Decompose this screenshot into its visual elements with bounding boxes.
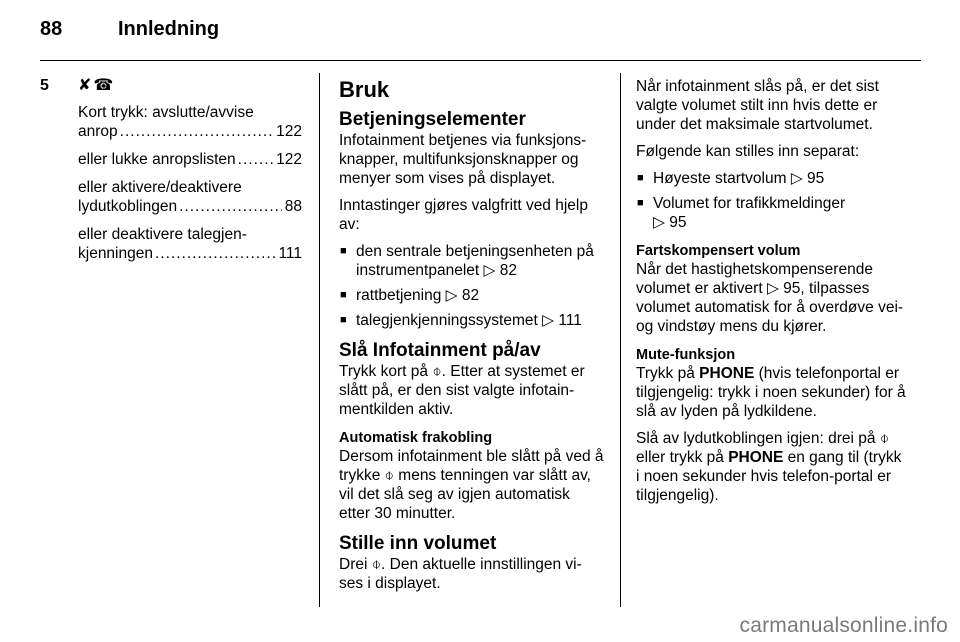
entry-leader — [78, 122, 302, 141]
power-knob-icon: ⌽ — [432, 363, 442, 380]
text: Når det hastighetskompenserende volumet er aktivert — [636, 261, 873, 297]
text: , tilpasses volumet automatisk for å overdøve vei- og vindstøy mens du kjører. — [636, 280, 904, 335]
heading-controls: Betjeningselementer — [339, 109, 526, 130]
watermark: carmanualsonline.info — [739, 614, 948, 637]
entry-text: eller lukke anropslisten — [78, 151, 236, 168]
header-divider — [40, 60, 921, 61]
bullet-list — [339, 242, 605, 330]
chapter-title: Innledning — [118, 18, 220, 40]
list-item — [636, 169, 906, 188]
phone-key-label: PHONE — [699, 365, 755, 382]
paragraph — [636, 429, 906, 505]
list-item — [339, 242, 605, 280]
paragraph — [339, 362, 605, 419]
list-item — [78, 178, 302, 216]
paragraph: Følgende kan stilles inn separat: — [636, 143, 860, 160]
bullet-text: talegjenkjenningssystemet — [356, 312, 538, 329]
bullet-text: Høyeste startvolum — [653, 170, 787, 187]
dot-leader — [238, 150, 273, 169]
power-knob-icon: ⌽ — [371, 556, 382, 573]
paragraph: Inntastinger gjøres valgfritt ved hjelp av: — [339, 197, 588, 233]
section-title: Bruk — [339, 77, 390, 102]
entry-text: eller deaktivere talegjen- — [78, 226, 247, 243]
page-reference: ▷ 82 — [445, 287, 480, 304]
control-item-5 — [40, 76, 302, 263]
bullet-list — [636, 169, 906, 232]
power-knob-icon: ⌽ — [879, 430, 890, 447]
heading-volume: Stille inn volumet — [339, 533, 497, 554]
text: Dersom infotainment ble slått på ved å trykke — [339, 448, 604, 484]
bullet-text: den sentrale betjeningsenheten på instrumentpanelet — [356, 243, 594, 279]
text: . Den aktuelle innstillingen vi-ses i displayet. — [339, 556, 582, 592]
entry-leader — [78, 150, 302, 169]
column-divider — [319, 73, 320, 607]
text: eller trykk på — [636, 449, 724, 466]
subheading-mute: Mute-funksjon — [636, 347, 736, 363]
dot-leader — [155, 244, 275, 263]
item-entries — [78, 76, 302, 263]
column-2 — [339, 77, 605, 601]
page-number: 88 — [40, 18, 63, 40]
subheading-auto-off: Automatisk frakobling — [339, 430, 493, 446]
paragraph — [636, 364, 906, 421]
paragraph — [339, 447, 605, 523]
list-item — [78, 225, 302, 263]
page-reference: ▷ 82 — [483, 262, 517, 279]
dot-leader — [120, 122, 273, 141]
paragraph — [339, 555, 605, 593]
list-item — [339, 311, 605, 330]
entry-text: Kort trykk: avslutte/avvise — [78, 104, 254, 121]
entry-text: eller aktivere/deaktivere — [78, 179, 242, 196]
entry-text: lydutkoblingen — [78, 198, 178, 215]
end-call-icon: ✘☎ — [78, 77, 116, 94]
text: en gang til (trykk i noen sekunder hvis telefon-portal er tilgjengelig). — [636, 449, 902, 504]
text: Trykk på — [636, 365, 695, 382]
item-number: 5 — [40, 77, 49, 94]
text: Drei — [339, 556, 368, 573]
bullet-text: Volumet for trafikkmeldinger — [653, 195, 846, 212]
text: Slå av lydutkoblingen igjen: drei på — [636, 430, 876, 447]
paragraph — [636, 260, 906, 336]
text: Trykk kort på — [339, 363, 428, 380]
column-divider — [620, 73, 621, 607]
page-reference: 111 — [278, 245, 302, 262]
power-knob-icon: ⌽ — [384, 467, 394, 484]
page-reference: 88 — [284, 198, 302, 215]
column-3 — [636, 77, 906, 513]
paragraph: Når infotainment slås på, er det sist valgte volumet stilt inn hvis dette er under det maksimale startvolumet. — [636, 78, 879, 133]
text: . Etter at systemet er slått på, er den sist valgte infotain-mentkilden aktiv. — [339, 363, 585, 418]
page-reference: 122 — [276, 151, 302, 168]
page-reference: ▷ 95 — [790, 170, 825, 187]
entry-text: kjenningen — [78, 245, 153, 262]
paragraph: Infotainment betjenes via funksjons-knapper, multifunksjonsknapper og menyer som vises på displayet. — [339, 132, 587, 187]
bullet-text: rattbetjening — [356, 287, 442, 304]
list-item — [636, 194, 906, 232]
entry-leader — [78, 244, 302, 263]
dot-leader — [179, 197, 282, 216]
list-item — [78, 150, 302, 169]
page-reference: ▷ 111 — [542, 312, 582, 329]
heading-power: Slå Infotainment på/av — [339, 340, 541, 361]
entry-text: anrop — [78, 123, 118, 140]
page-reference: 122 — [276, 123, 302, 140]
column-1 — [40, 76, 302, 272]
subheading-speed-volume: Fartskompensert volum — [636, 243, 801, 259]
phone-key-label: PHONE — [728, 449, 784, 466]
page-reference: ▷ 95 — [766, 280, 801, 297]
list-item — [78, 103, 302, 141]
page-reference: ▷ 95 — [653, 214, 687, 231]
entry-leader — [78, 197, 302, 216]
list-item — [339, 286, 605, 305]
text: mens tenningen var slått av, vil det slå seg av igjen automatisk etter 30 minutter. — [339, 467, 591, 522]
text: (hvis telefonportal er tilgjengelig: trykk i noen sekunder) for å slå av lyden på lydkildene. — [636, 365, 906, 420]
